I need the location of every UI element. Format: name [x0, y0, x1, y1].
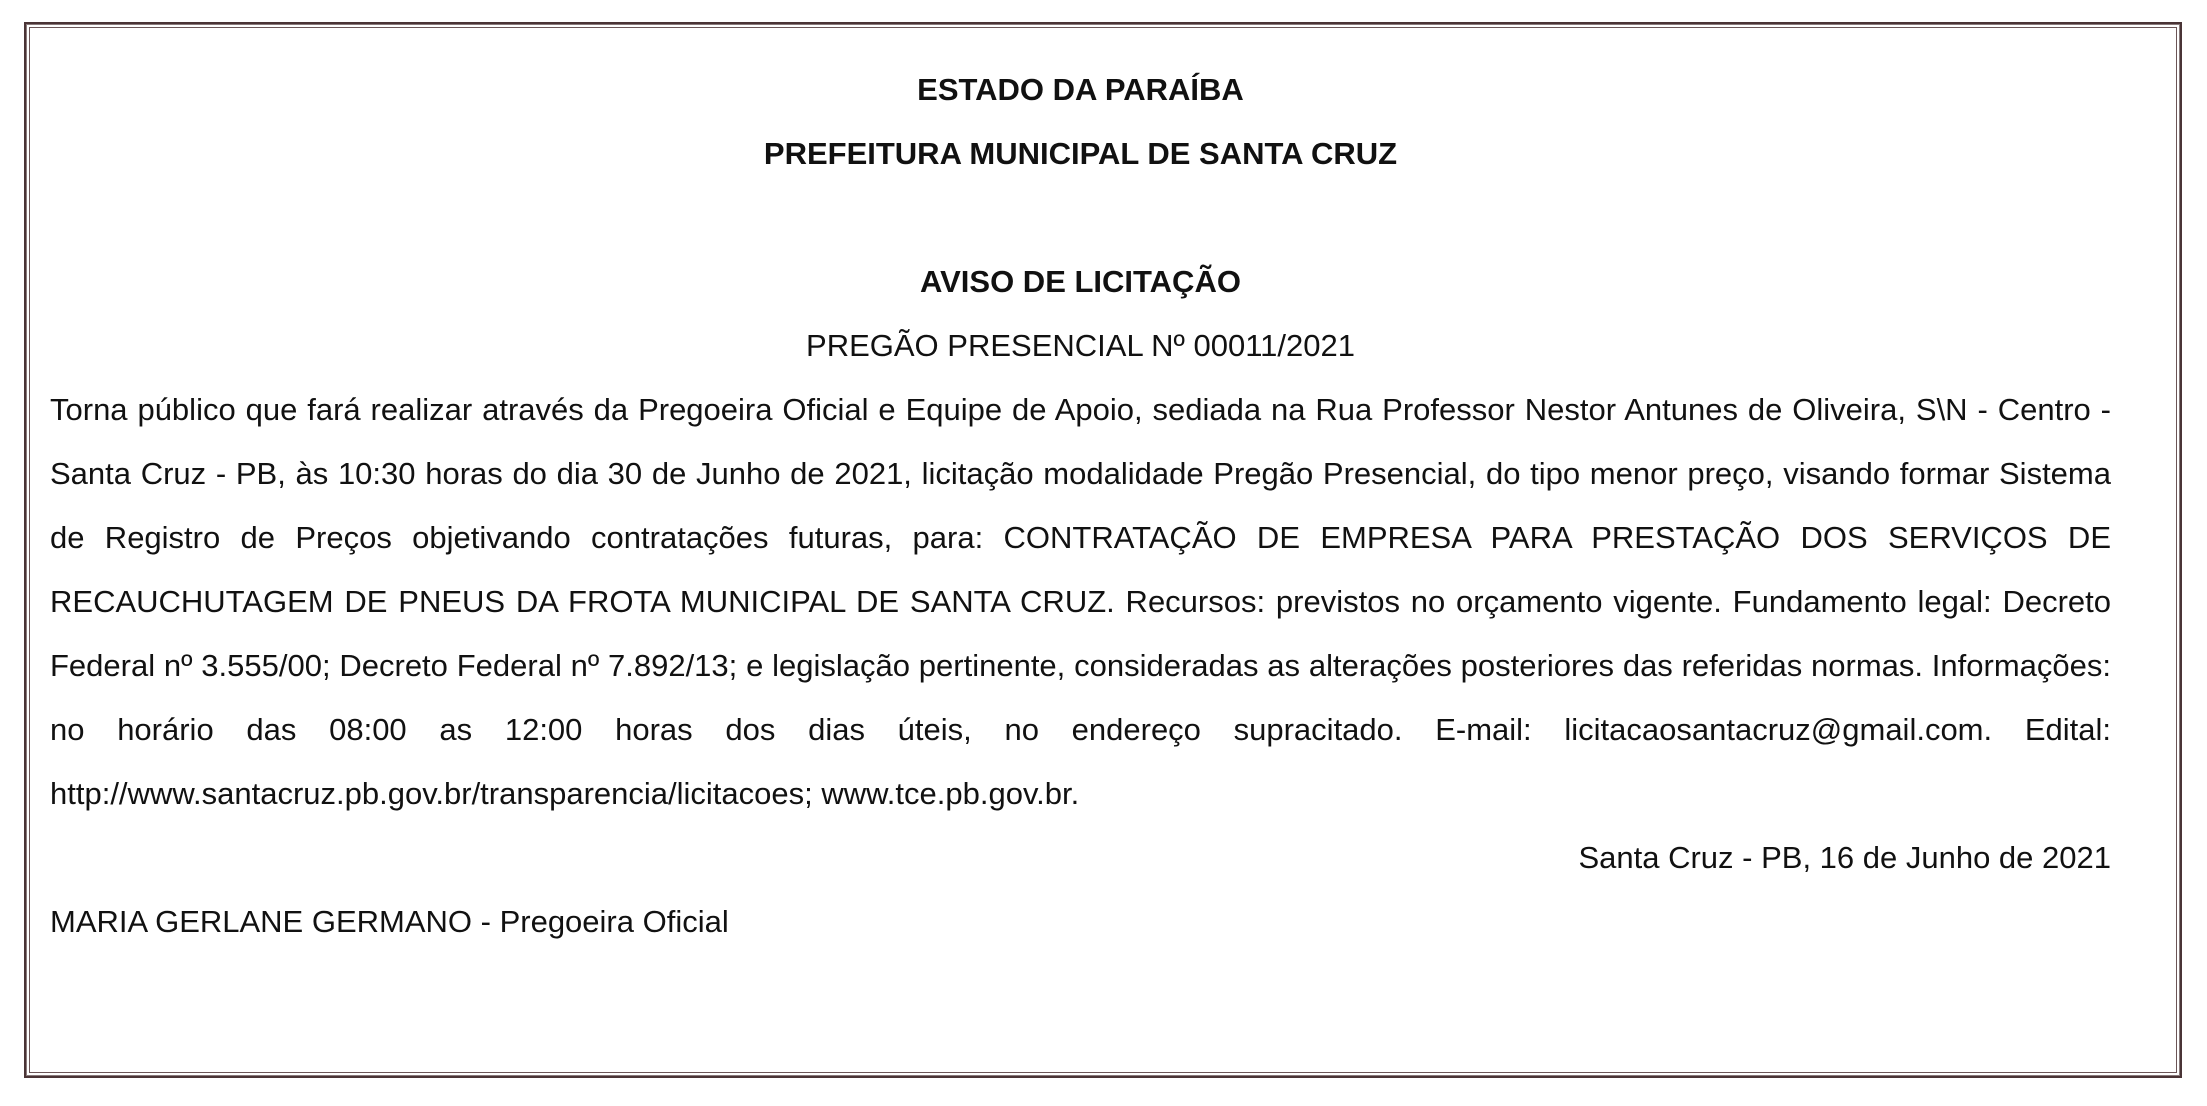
notice-signature: MARIA GERLANE GERMANO - Pregoeira Oficial — [50, 904, 729, 939]
municipality-heading: PREFEITURA MUNICIPAL DE SANTA CRUZ — [763, 136, 1398, 171]
notice-body: Torna público que fará realizar através da Pregoeira Oficial e Equipe de Apoio, sediada na Rua Professor Nestor Antunes de Oliveira, S\N - Centro - Santa Cruz - PB, às 10:30 horas do dia 30 de Junho de 2021, licitação modalidade Pregão Presencial, do tipo menor preço, visando formar Sistema de Registro de Preços objetivando contratações futuras, para: CONTRATAÇÃO DE EMPRESA PARA PRESTAÇÃO DOS SERVIÇOS DE RECAUCHUTAGEM DE PNEUS DA FROTA MUNICIPAL DE SANTA CRUZ. Recursos: previstos no orçamento vigente. Fundamento legal: Decreto Federal nº 3.555/00; Decreto Federal nº 7.892/13; e legislação pertinente, consideradas as alterações posteriores das referidas normas. Informações: no horário das 08:00 as 12:00 horas dos dias úteis, no endereço supracitado. E-mail: licitacaosantacruz@gmail.com. Edital: http://www.santacruz.pb.gov.br/transparencia/licitacoes; www.tce.pb.gov.br. — [50, 392, 2111, 811]
notice-subtitle: PREGÃO PRESENCIAL Nº 00011/2021 — [806, 328, 1355, 363]
notice-content — [50, 44, 2111, 954]
notice-title: AVISO DE LICITAÇÃO — [920, 264, 1241, 299]
state-heading: ESTADO DA PARAÍBA — [917, 72, 1244, 107]
notice-date: Santa Cruz - PB, 16 de Junho de 2021 — [1578, 840, 2111, 875]
